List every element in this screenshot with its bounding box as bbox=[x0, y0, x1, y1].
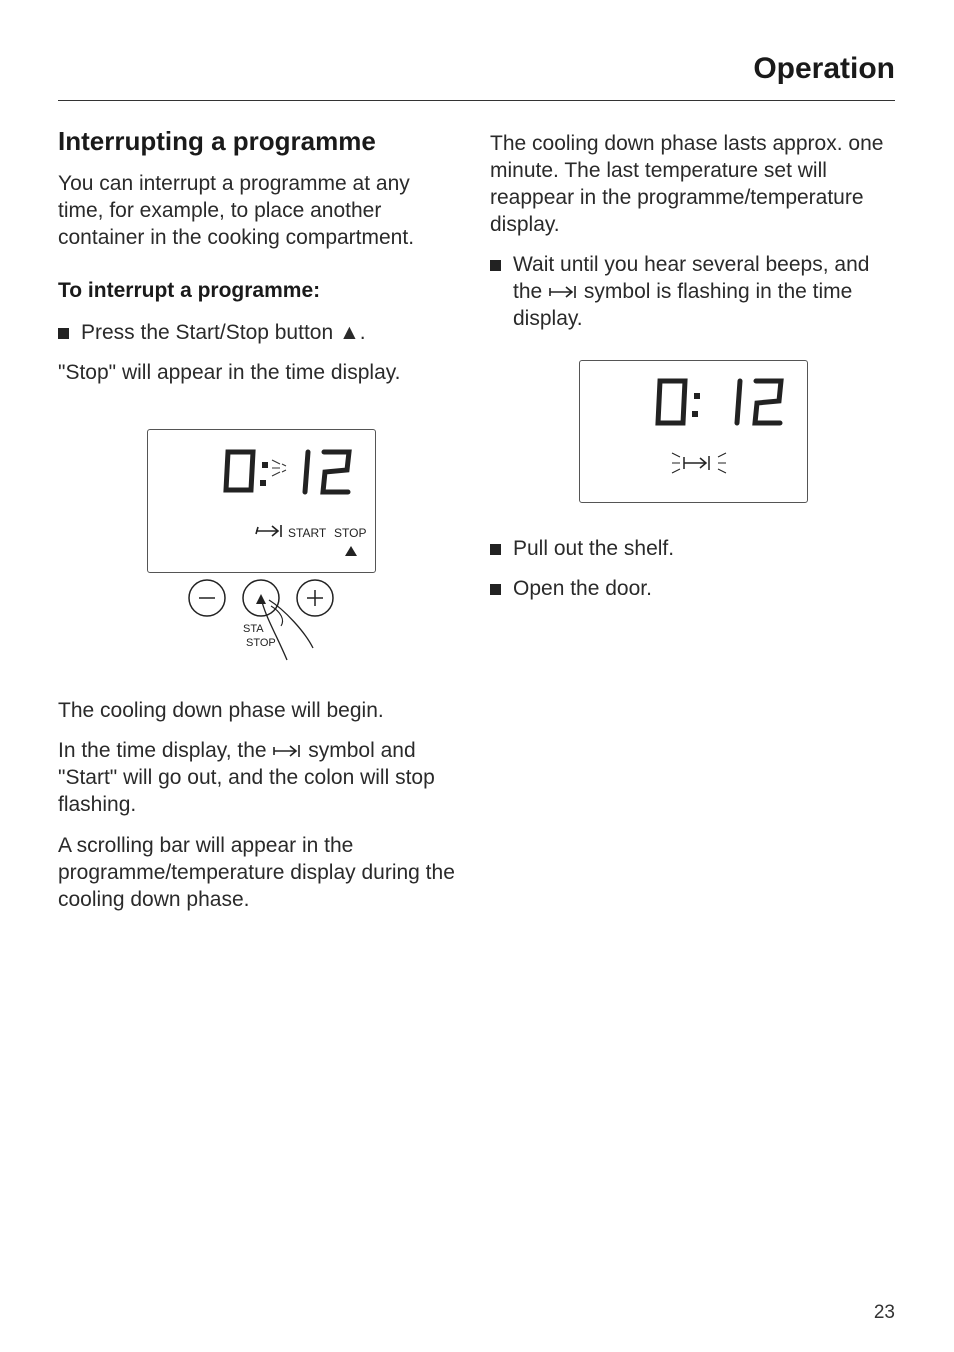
bullet-open-door bbox=[490, 575, 890, 602]
time-display-panel-1 bbox=[147, 429, 376, 573]
bullet-text: Press the Start/Stop button ▲. bbox=[81, 321, 366, 344]
bullet-square bbox=[490, 584, 501, 595]
para-text-b: symbol and "Start" will go out, and the colon will stop flashing. bbox=[58, 739, 435, 816]
cooling-paragraph: The cooling down phase will begin. bbox=[58, 699, 384, 722]
colon-dot-top bbox=[694, 393, 700, 399]
digit-zero-segments bbox=[226, 452, 253, 490]
bullet-pull-out-shelf bbox=[490, 535, 890, 562]
colon-dot-bottom bbox=[692, 411, 698, 417]
intro-paragraph: You can interrupt a programme at any time, for example, to place another container in the cooking compartment. bbox=[58, 172, 415, 249]
bullet-square bbox=[58, 328, 69, 339]
section-title: Interrupting a programme bbox=[58, 126, 376, 156]
bullet-text: Wait until you hear several beeps, and the symbol is flashing in the time display. bbox=[513, 253, 870, 330]
plus-icon bbox=[307, 590, 323, 606]
bullet-square bbox=[490, 260, 501, 271]
digit-zero-segments bbox=[658, 381, 685, 423]
timer-arrow-icon bbox=[548, 284, 578, 300]
digit-two-segments bbox=[755, 381, 781, 423]
stop-label: STOP bbox=[334, 526, 367, 540]
header-rule bbox=[58, 100, 895, 101]
time-display-paragraph bbox=[58, 737, 463, 818]
subheading: To interrupt a programme: bbox=[58, 279, 321, 302]
digit-two-segments bbox=[323, 452, 349, 492]
bullet-text: Open the door. bbox=[513, 577, 652, 600]
bullet-square bbox=[490, 544, 501, 555]
page-header-title: Operation bbox=[753, 52, 895, 85]
right-intro-paragraph: The cooling down phase lasts approx. one minute. The last temperature set will reappear in the programme/temperature display. bbox=[490, 132, 884, 236]
flashing-rays-icon bbox=[272, 460, 286, 476]
triangle-up-icon bbox=[345, 546, 357, 556]
scrolling-bar-paragraph: A scrolling bar will appear in the programme/temperature display during the cooling down phase. bbox=[58, 834, 455, 911]
digit-one-segment bbox=[737, 381, 740, 423]
button-label-start: STA bbox=[243, 623, 264, 635]
timer-arrow-icon bbox=[256, 525, 281, 537]
page-number: 23 bbox=[873, 1302, 895, 1323]
flashing-timer-arrow-icon bbox=[672, 453, 726, 473]
start-label: START bbox=[288, 526, 327, 540]
bullet-press-start-stop bbox=[58, 319, 458, 346]
para-text-a: In the time display, the bbox=[58, 739, 267, 762]
stop-paragraph: "Stop" will appear in the time display. bbox=[58, 361, 401, 384]
colon-dot-top bbox=[262, 462, 268, 468]
finger-icon bbox=[261, 598, 313, 660]
digit-one-segment bbox=[305, 452, 308, 492]
button-label-stop: STOP bbox=[246, 637, 276, 649]
bullet-wait-beeps bbox=[490, 251, 890, 332]
colon-dot-bottom bbox=[260, 480, 266, 486]
control-buttons-illustration bbox=[185, 576, 345, 668]
bullet-text: Pull out the shelf. bbox=[513, 537, 675, 560]
seven-segment-display bbox=[148, 430, 375, 572]
timer-arrow-icon bbox=[272, 743, 302, 759]
seven-segment-display bbox=[580, 361, 807, 502]
time-display-panel-2 bbox=[579, 360, 808, 503]
